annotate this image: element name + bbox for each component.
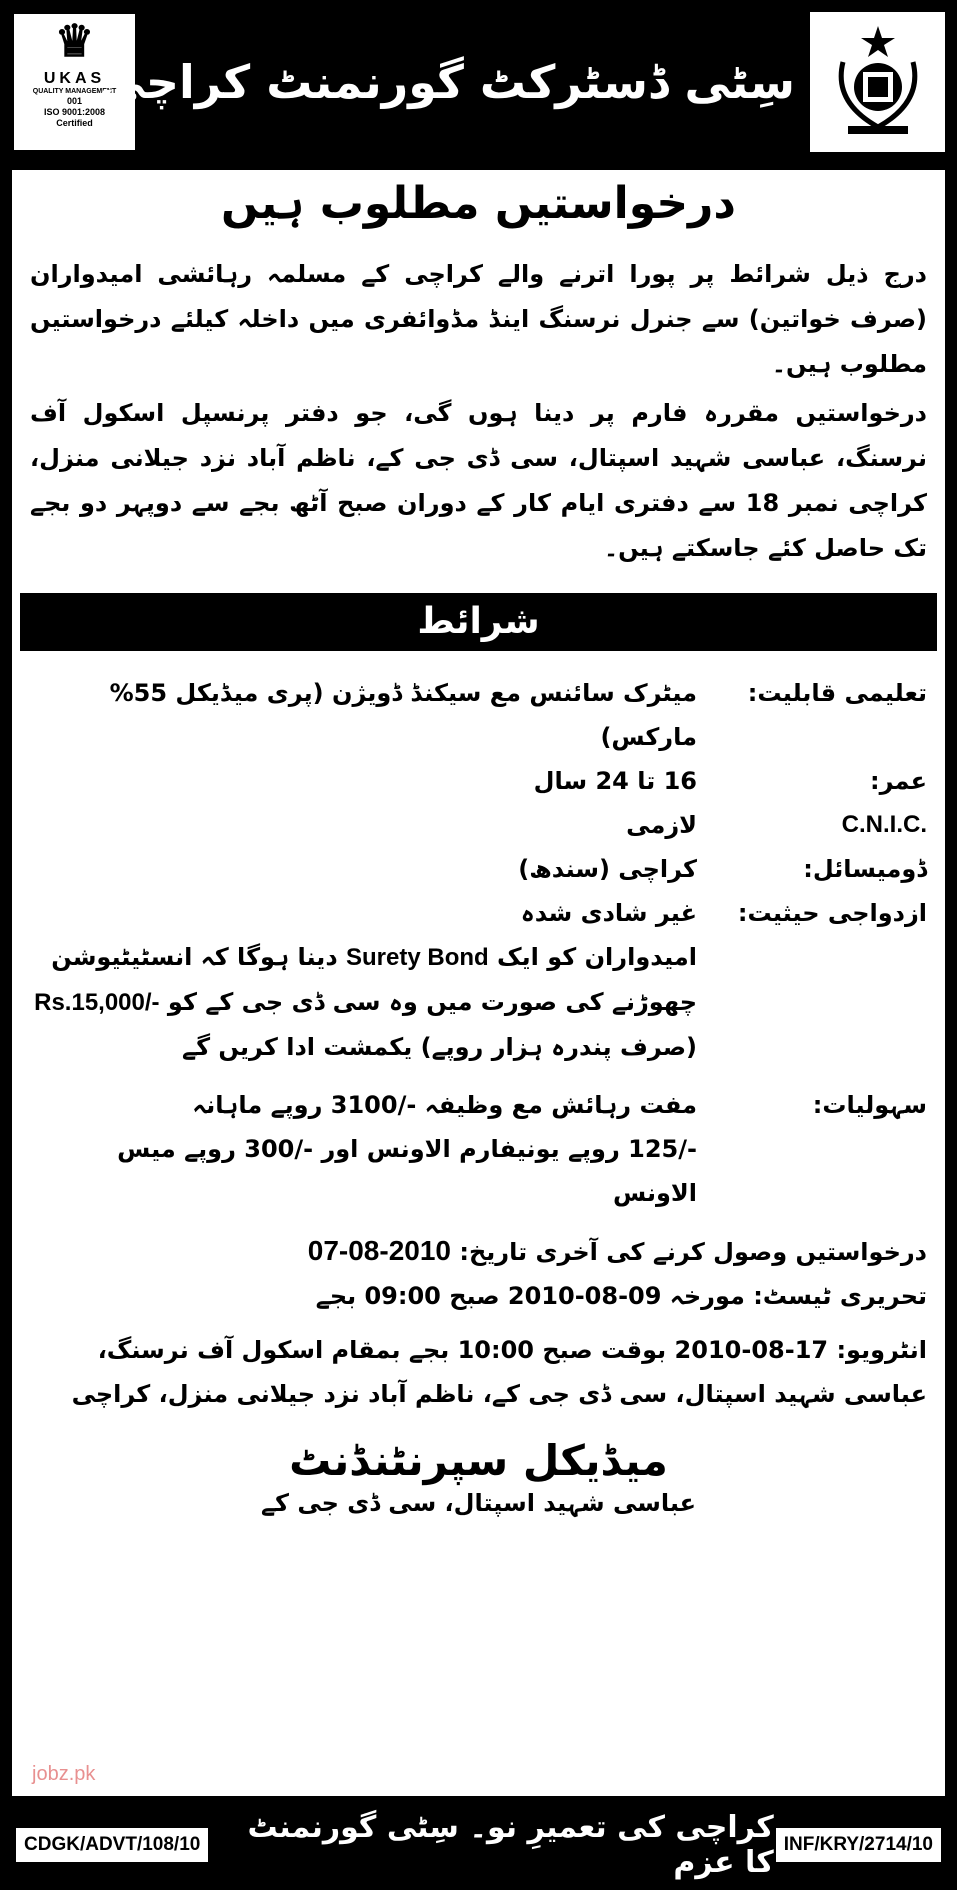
conditions-heading: شرائط xyxy=(20,593,937,651)
condition-education: تعلیمی قابلیت: میٹرک سائنس مع سیکنڈ ڈویژن (پری میڈیکل 55% مارکس) xyxy=(109,679,927,751)
header-title: سِٹی ڈسٹرکٹ گورنمنٹ کراچی xyxy=(99,55,795,109)
advt-reference: CDGK/ADVT/108/10 xyxy=(14,1826,210,1864)
crown-check-icon: ♛ xyxy=(54,17,95,66)
inf-reference: INF/KRY/2714/10 xyxy=(774,1826,943,1864)
surety-bond-text: امیدواران کو ایک Surety Bond دینا ہوگا کہ انسٹیٹیوشن چھوڑنے کی صورت میں وہ سی ڈی جی کے کو Rs.15,000/- (صرف پندرہ ہزار روپے) یکمشت ادا کریں گے xyxy=(34,943,697,1061)
facilities: سہولیات: مفت رہائش مع وظیفہ -/3100 روپے ماہانہ -/125 روپے یونیفارم الاونس اور -/300 روپے میس الاونس xyxy=(117,1091,927,1207)
city-government-emblem-icon xyxy=(810,12,945,152)
written-test: تحریری ٹیسٹ: مورخہ 09-08-2010 صبح 09:00 بجے xyxy=(315,1282,927,1310)
condition-marital-status: ازدواجی حیثیت: غیر شادی شدہ xyxy=(520,899,927,927)
signatory-title: میڈیکل سپرنٹنڈنٹ xyxy=(289,1436,668,1485)
deadline: درخواستیں وصول کرنے کی آخری تاریخ: 07-08-2010 xyxy=(307,1235,927,1266)
header xyxy=(0,0,957,165)
signatory-org: عباسی شہید اسپتال، سی ڈی جی کے xyxy=(260,1489,697,1517)
watermark: jobz.pk xyxy=(32,1763,96,1785)
footer xyxy=(0,1800,957,1890)
intro-paragraph: درج ذیل شرائط پر پورا اترنے والے کراچی کے مسلمہ رہائشی امیدواران (صرف خواتین) سے جنرل نرسنگ اینڈ مڈوائفری میں داخلہ کیلئے درخواستیں مطلوب ہیں۔ xyxy=(30,260,927,378)
ukas-logo: ♛ UKAS QUALITY MANAGEMENT 001 ISO 9001:2008 Certified xyxy=(12,12,137,152)
advertisement-body xyxy=(10,168,947,1798)
application-paragraph: درخواستیں مقررہ فارم پر دینا ہوں گی، جو دفتر پرنسپل اسکول آف نرسنگ، عباسی شہید اسپتال، سی ڈی جی کے، ناظم آباد نزد جیلانی منزل، کراچی نمبر 18 سے دفتری ایام کار کے دوران صبح آٹھ بجے سے دوپہر دو بجے تک حاصل کئے جاسکتے ہیں۔ xyxy=(30,399,928,562)
interview: انٹرویو: 17-08-2010 بوقت صبح 10:00 بجے بمقام اسکول آف نرسنگ، عباسی شہید اسپتال، سی ڈی جی کے، ناظم آباد نزد جیلانی منزل، کراچی xyxy=(71,1336,927,1408)
footer-slogan: کراچی کی تعمیرِ نو۔ سِٹی گورنمنٹ کا عزم xyxy=(247,1810,774,1880)
condition-cnic: C.N.I.C. لازمی xyxy=(626,811,927,839)
condition-age: عمر: 16 تا 24 سال xyxy=(533,767,927,795)
condition-domicile: ڈومیسائل: کراچی (سندھ) xyxy=(518,855,927,883)
ad-title: درخواستیں مطلوب ہیں xyxy=(221,178,736,229)
